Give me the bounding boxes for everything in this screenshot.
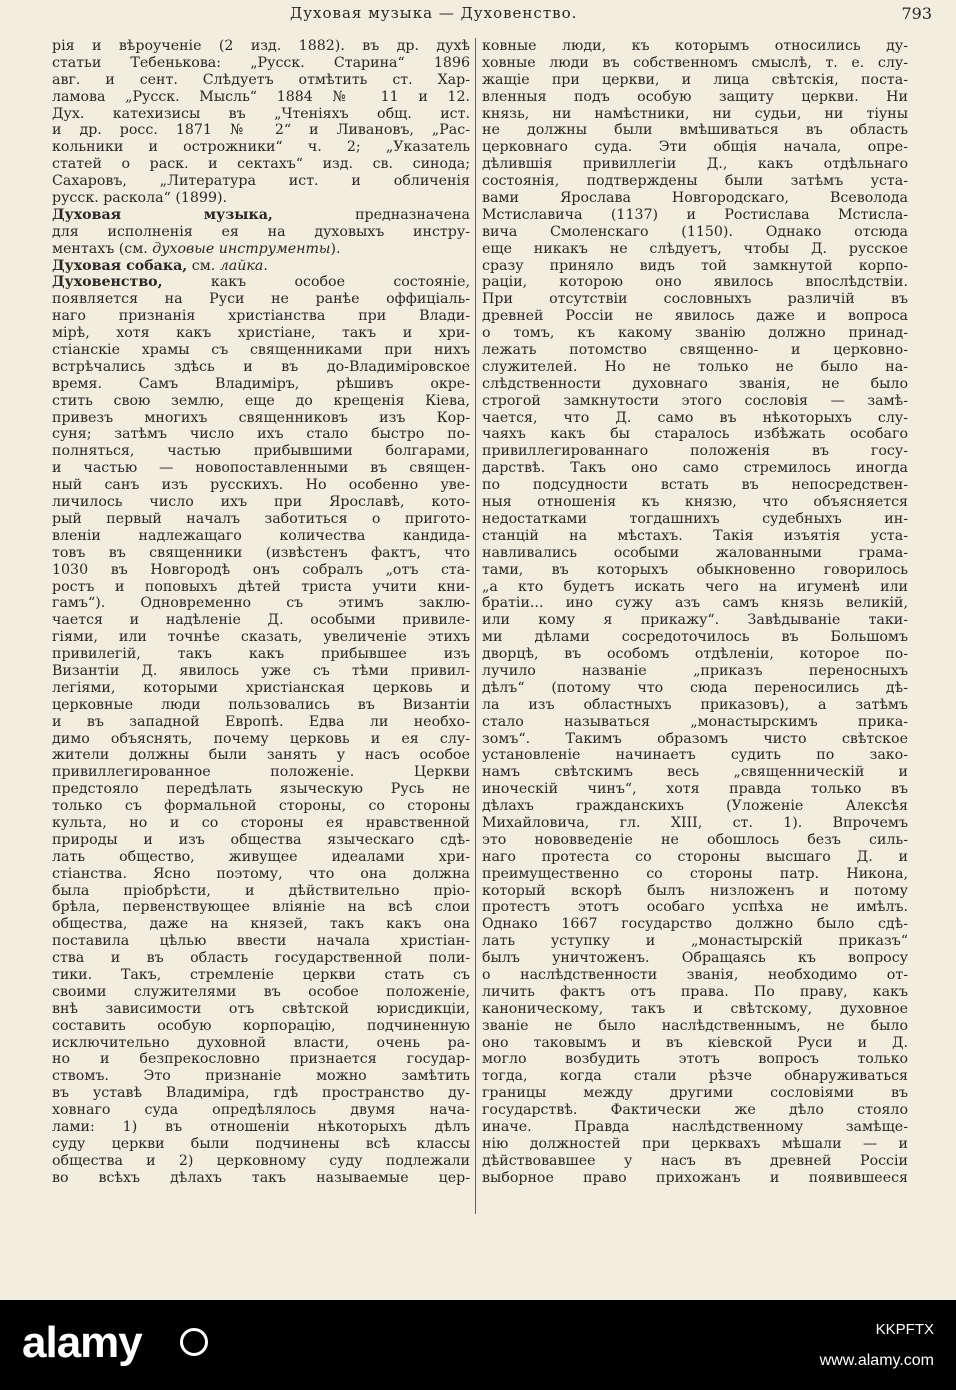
text-line: „а кто будетъ искать чего на игуменѣ или <box>482 578 908 595</box>
text-line: поставила цѣлью ввести начала христіан- <box>52 933 470 950</box>
text-line: наго протеста со стороны высшаго Д. и <box>482 848 908 865</box>
text-line: стить свою землю, еще до крещенія Кіева, <box>52 392 470 409</box>
text-line: не должны были вмѣшиваться въ область <box>482 122 908 139</box>
text-line: статьи Тебенькова: „Русск. Старина“ 1896 <box>52 54 470 71</box>
text-line: который вскорѣ былъ низложенъ и потому <box>482 882 908 899</box>
text-line: ростъ и поповыхъ дѣтей триста учити кни- <box>52 578 470 595</box>
image-id: KKPFTX <box>875 1321 934 1338</box>
text-line: составить особую корпорацію, подчиненную <box>52 1017 470 1034</box>
text-line: но и безпрекословно признается государ- <box>52 1051 470 1068</box>
text-line: навливались особыми жалованными грама- <box>482 544 908 561</box>
text-line: нію должностей при церквахъ мѣшали — и <box>482 1135 908 1152</box>
text-line: лежать потомство священно- и церковно- <box>482 342 908 359</box>
text-line: ментахъ (см. духовые инструменты). <box>52 240 341 257</box>
text-line: это нововведеніе не обошлось безъ силь- <box>482 831 908 848</box>
page-title: Духовая музыка — Духовенство. <box>290 4 578 22</box>
text-line: брѣла, первенствующее вліяніе на всѣ слои <box>52 899 470 916</box>
text-line: Дух. катехизисы въ „Чтеніяхъ общ. ист. <box>52 105 470 122</box>
text-line: и др. росс. 1871 № 2“ и Ливановъ, „Рас- <box>52 122 470 139</box>
text-line: личить фактъ отъ права. По праву, какъ <box>482 983 908 1000</box>
text-line: дѣйствовавшее у насъ въ древней Россіи <box>482 1152 908 1169</box>
text-line: иначе. Правда наслѣдственному замѣще- <box>482 1119 908 1135</box>
text-line: дѣлъ“ (потому что сюда переносились дѣ- <box>482 679 908 696</box>
text-line: о наслѣдственности званія, необходимо от- <box>482 966 908 983</box>
text-line: статей о раск. и сектахъ“ изд. св. синода; <box>52 156 470 173</box>
text-line: Однако 1667 государство должно было сдѣ- <box>482 916 908 933</box>
text-line: время. Самъ Владиміръ, рѣшивъ окре- <box>52 375 470 392</box>
text-line: стало называться „монастырскимъ прика- <box>482 713 908 730</box>
brand-circle-icon <box>180 1328 208 1356</box>
left-text-column <box>52 38 470 1187</box>
text-line: тогда, когда стали рѣзче обнаруживаться <box>482 1068 908 1085</box>
text-line: дѣлившія привиллегіи Д., какъ отдѣльнаго <box>482 156 908 173</box>
text-line: или кому я прикажу“. Завѣдываніе таки- <box>482 612 908 629</box>
text-line: могло возбудить этотъ вопросъ только <box>482 1051 908 1068</box>
text-line: каноническому, такъ и свѣтскому, духовное <box>482 1000 908 1017</box>
text-line: рія и вѣроученіе (2 изд. 1882). въ др. духѣ <box>52 38 470 54</box>
text-line: ствомъ. Это признаніе можно замѣтить <box>52 1068 470 1085</box>
site-url: www.alamy.com <box>819 1352 934 1369</box>
text-line: Духовенство, какъ особое состояніе, <box>52 274 470 291</box>
text-line: Михайловича, гл. XIII, ст. 1). Впрочемъ <box>482 814 908 831</box>
text-line: раціи, которою оно явилось впослѣдствіи. <box>482 274 908 291</box>
text-line: лать уступку и „монастырскій приказъ“ <box>482 933 908 950</box>
text-line: и частью — новопоставленными въ священ- <box>52 460 470 477</box>
text-line: преимущественно со стороны патр. Никона, <box>482 865 908 882</box>
text-line: станцій на мѣстахъ. Такія изъятія уста- <box>482 527 908 544</box>
text-line: Сахаровъ, „Литература ист. и обличенія <box>52 173 470 190</box>
text-line: авг. и сент. Слѣдуетъ отмѣтить ст. Хар- <box>52 71 470 88</box>
text-line: недостатками тогдашнихъ судебныхъ ин- <box>482 510 908 527</box>
text-line: дарствѣ. Такъ оно само стремилось иногда <box>482 460 908 477</box>
text-line: тики. Такъ, стремленіе церкви стать съ <box>52 966 470 983</box>
text-line: церковнаго суда. Эти общія начала, опре- <box>482 139 908 156</box>
text-line: служителей. Но не только не было на- <box>482 358 908 375</box>
text-line: лать общество, живущее идеалами хри- <box>52 848 470 865</box>
text-line: братіи... ино сужу азъ самъ князь великій, <box>482 595 908 612</box>
text-line: чается, что Д. само въ нѣкоторыхъ слу- <box>482 409 908 426</box>
text-line: мірѣ, хотя какъ христіане, такъ и хри- <box>52 325 470 342</box>
text-line: въ уставѣ Владиміра, гдѣ пространство ду- <box>52 1085 470 1102</box>
text-line: оно таковымъ и въ кіевской Руси и Д. <box>482 1034 908 1051</box>
text-line: былъ уничтоженъ. Обращаясь къ вопросу <box>482 950 908 967</box>
text-line: и въ западной Европѣ. Едва ли необхо- <box>52 713 470 730</box>
text-line: только съ формальной стороны, со стороны <box>52 798 470 815</box>
text-line: установленіе начинаетъ судить по зако- <box>482 747 908 764</box>
text-line: товъ въ священники (извѣстенъ фактъ, что <box>52 544 470 561</box>
text-line: стіанства. Ясно поэтому, что она должна <box>52 865 470 882</box>
text-line: появляется на Руси не ранѣе оффиціаль- <box>52 291 470 308</box>
text-line: вленіи надлежащаго количества кандида- <box>52 527 470 544</box>
text-line: иноческій чинъ“, хотя правда только въ <box>482 781 908 798</box>
text-line: наго признанія христіанства при Влади- <box>52 308 470 325</box>
text-line: протестъ этотъ особаго успѣха не имѣлъ. <box>482 899 908 916</box>
text-line: ламова „Русск. Мысль“ 1884 № 11 и 12. <box>52 88 470 105</box>
text-line: общества и 2) церковному суду подлежали <box>52 1152 470 1169</box>
text-line: древней Россіи не явилось даже и вопроса <box>482 308 908 325</box>
text-line: своими служителями въ особое положеніе, <box>52 983 470 1000</box>
text-line: чается и надѣленіе Д. особыми привиле- <box>52 612 470 629</box>
running-header <box>0 4 956 28</box>
stock-photo-banner <box>0 1300 956 1390</box>
text-line: суня; затѣмъ число ихъ стало быстро по- <box>52 426 470 443</box>
text-line: внѣ зависимости отъ свѣтской юрисдикціи, <box>52 1000 470 1017</box>
text-line: строгой замкнутости этого сословія — замѣ- <box>482 392 908 409</box>
text-line: привезъ многихъ священниковъ изъ Кор- <box>52 409 470 426</box>
text-line: При отсутствіи сословныхъ различій въ <box>482 291 908 308</box>
text-line: для исполненія ея на духовыхъ инстру- <box>52 223 470 240</box>
text-line: дворцѣ, въ особомъ отдѣленіи, которое по- <box>482 646 908 663</box>
text-line: предстояло передѣлать языческую Русь не <box>52 781 470 798</box>
column-divider <box>475 38 476 1214</box>
text-line: жители должны были занять у насъ особое <box>52 747 470 764</box>
text-line: во всѣхъ дѣлахъ такъ называемые цер- <box>52 1169 470 1186</box>
text-line: рый первый началъ заботиться о пригото- <box>52 510 470 527</box>
text-line: гіями, или точнѣе сказать, увеличеніе этихъ <box>52 629 470 646</box>
text-line: ства и въ область государственной поли- <box>52 950 470 967</box>
text-line: тами, въ которыхъ обыкновенно говорилось <box>482 561 908 578</box>
text-line: 1030 въ Новгородѣ онъ собралъ „отъ ста- <box>52 561 470 578</box>
text-line: чаяхъ какъ бы старалось избѣжать особаго <box>482 426 908 443</box>
text-line: по подсудности встать въ непосредствен- <box>482 477 908 494</box>
text-line: ми дѣлами сосредоточилось въ Большомъ <box>482 629 908 646</box>
text-line: русск. раскола“ (1899). <box>52 190 228 207</box>
text-line: личилось число ихъ при Ярославѣ, кото- <box>52 494 470 511</box>
text-line: слѣдственности духовнаго званія, не было <box>482 375 908 392</box>
text-line: встрѣчались здѣсь и въ до-Владиміровское <box>52 358 470 375</box>
text-line: границы между другими сословіями въ <box>482 1085 908 1102</box>
text-line: гамъ“). Одновременно съ этимъ заклю- <box>52 595 470 612</box>
text-line: князь, ни намѣстники, ни судьи, ни тіуны <box>482 105 908 122</box>
text-line: полняться, частью прибывшими болгарами, <box>52 443 470 460</box>
brand-logo: alamy <box>22 1318 142 1367</box>
text-line: зомъ“. Такимъ образомъ чисто свѣтское <box>482 730 908 747</box>
text-line: званіе не было наслѣдственнымъ, не было <box>482 1017 908 1034</box>
text-line: Византіи Д. явилось уже съ тѣми привил- <box>52 662 470 679</box>
text-line: намъ свѣтскимъ весь „священническій и <box>482 764 908 781</box>
text-line: лами: 1) въ отношеніи нѣкоторыхъ дѣлъ <box>52 1119 470 1135</box>
text-line: о томъ, къ какому званію должно принад- <box>482 325 908 342</box>
text-line: ный санъ изъ русскихъ. Но особенно уве- <box>52 477 470 494</box>
text-line: Духовая собака, см. лайка. <box>52 257 268 274</box>
text-line: димо объяснять, почему церковь и ея слу- <box>52 730 470 747</box>
text-line: легіями, которыми христіанская церковь и <box>52 679 470 696</box>
text-line: кольники и острожники“ ч. 2; „Указатель <box>52 139 470 156</box>
text-line: вами Ярослава Новгородскаго, Всеволода <box>482 190 908 207</box>
text-line: дѣлахъ гражданскихъ (Уложеніе Алексѣя <box>482 798 908 815</box>
text-line: ла изъ областныхъ приказовъ), а затѣмъ <box>482 696 908 713</box>
text-line: состоянія, подтверждены были затѣмъ уста- <box>482 173 908 190</box>
text-line: суду церкви были подчинены всѣ классы <box>52 1135 470 1152</box>
text-line: сразу приняло видъ той замкнутой корпо- <box>482 257 908 274</box>
text-line: церковные люди пользовались въ Византіи <box>52 696 470 713</box>
text-line: привилегій, такъ какъ прибывшее изъ <box>52 646 470 663</box>
text-line: культа, но и со стороны ея нравственной <box>52 814 470 831</box>
text-line: привиллегированнаго положенія въ госу- <box>482 443 908 460</box>
text-line: ковные люди, къ которымъ относились ду- <box>482 38 908 54</box>
text-line: государствѣ. Фактически же дѣло стояло <box>482 1102 908 1119</box>
text-line: жащіе при церкви, и лица свѣтскія, поста- <box>482 71 908 88</box>
text-line: еще никакъ не слѣдуетъ, чтобы Д. русское <box>482 240 908 257</box>
text-line: ныя отношенія къ князю, что объясняется <box>482 494 908 511</box>
text-line: ховные люди въ собственномъ смыслѣ, т. е. слу- <box>482 54 908 71</box>
page-number: 793 <box>901 4 932 23</box>
text-line: была пріобрѣсти, и дѣйствительно пріо- <box>52 882 470 899</box>
right-text-column <box>482 38 908 1187</box>
text-line: вленныя подъ особую защиту церкви. Ни <box>482 88 908 105</box>
text-line: общества, даже на князей, такъ какъ она <box>52 916 470 933</box>
text-line: привиллегированное положеніе. Церкви <box>52 764 470 781</box>
text-line: лучило названіе „приказъ переносныхъ <box>482 662 908 679</box>
text-line: Духовая музыка, предназначена <box>52 206 470 223</box>
text-line: природы и изъ общества языческаго сдѣ- <box>52 831 470 848</box>
text-line: ховнаго суда опредѣлялось двумя нача- <box>52 1102 470 1119</box>
text-line: Мстиславича (1137) и Ростислава Мстисла- <box>482 206 908 223</box>
text-line: выборное право прихожанъ и появившееся <box>482 1169 908 1186</box>
text-line: исключительно духовной власти, очень ра- <box>52 1034 470 1051</box>
text-line: стіанскіе храмы съ священниками при нихъ <box>52 342 470 359</box>
text-line: вича Смоленскаго (1150). Однако отсюда <box>482 223 908 240</box>
